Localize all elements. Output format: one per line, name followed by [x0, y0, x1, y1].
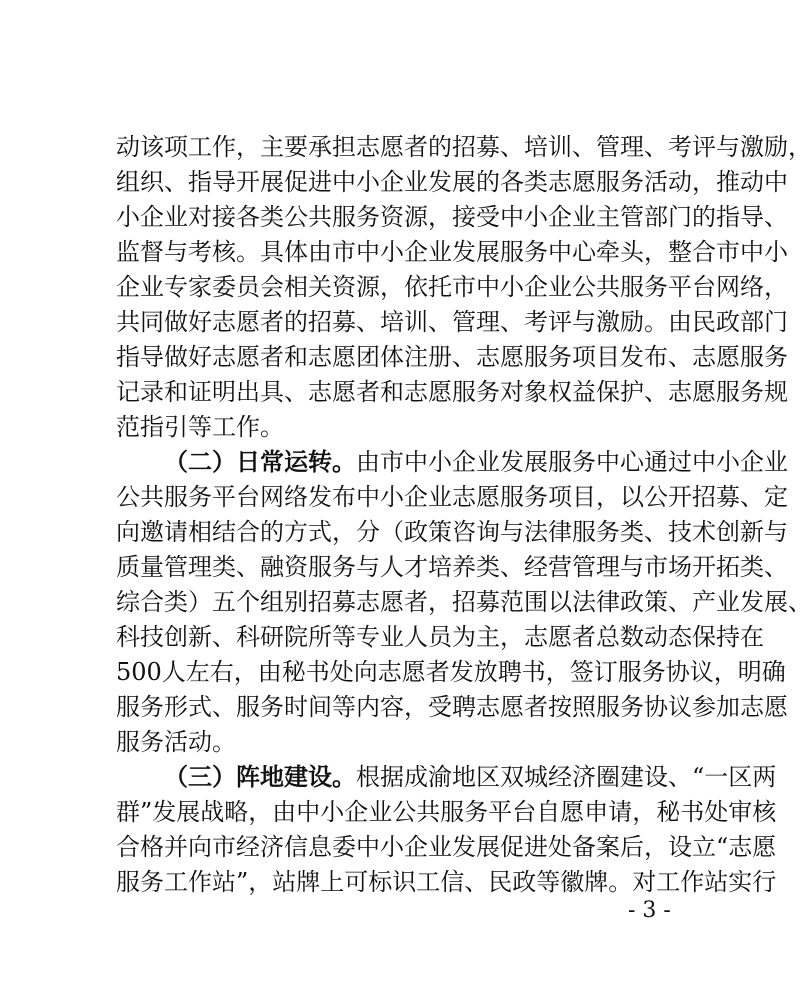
- section-2-line-1: 公共服务平台网络发布中小企业志愿服务项目，以公开招募、定: [116, 483, 788, 511]
- section-3-line-2: 合格并向市经济信息委中小企业发展促进处备案后，设立“志愿: [116, 833, 777, 861]
- section-2-heading: （二）日常运转。: [164, 448, 356, 476]
- section-2-first-line-text: 由市中小企业发展服务中心通过中小企业: [356, 448, 788, 476]
- body-line-7: 指导做好志愿者和志愿团体注册、志愿服务项目发布、志愿服务: [116, 343, 788, 371]
- body-line-8: 记录和证明出具、志愿者和志愿服务对象权益保护、志愿服务规: [116, 378, 788, 406]
- body-line-3: 小企业对接各类公共服务资源，接受中小企业主管部门的指导、: [116, 203, 788, 231]
- section-3-heading: （三）阵地建设。: [164, 763, 356, 791]
- body-line-2: 组织、指导开展促进中小企业发展的各类志愿服务活动，推动中: [116, 168, 788, 196]
- section-2-line-4: 综合类）五个组别招募志愿者，招募范围以法律政策、产业发展、: [116, 588, 812, 616]
- body-line-1: 动该项工作，主要承担志愿者的招募、培训、管理、考评与激励，: [116, 133, 812, 161]
- section-2-line-5: 科技创新、科研院所等专业人员为主，志愿者总数动态保持在: [116, 623, 764, 651]
- body-line-6: 共同做好志愿者的招募、培训、管理、考评与激励。由民政部门: [116, 308, 788, 336]
- section-3-first-line: [164, 760, 777, 794]
- section-2-line-6: 500人左右，由秘书处向志愿者发放聘书，签订服务协议，明确: [116, 658, 786, 686]
- section-2-line-8: 服务活动。: [116, 728, 236, 756]
- section-2-line-7: 服务形式、服务时间等内容，受聘志愿者按照服务协议参加志愿: [116, 693, 788, 721]
- section-2-line-2: 向邀请相结合的方式，分（政策咨询与法律服务类、技术创新与: [116, 518, 788, 546]
- page-number: - 3 -: [628, 898, 671, 923]
- section-3-line-1: 群”发展战略，由中小企业公共服务平台自愿申请，秘书处审核: [116, 798, 777, 826]
- section-3-first-line-text: 根据成渝地区双城经济圈建设、“一区两: [356, 763, 777, 791]
- body-line-5: 企业专家委员会相关资源，依托市中小企业公共服务平台网络，: [116, 273, 788, 301]
- section-2-first-line: [164, 445, 788, 479]
- section-2-line-3: 质量管理类、融资服务与人才培养类、经营管理与市场开拓类、: [116, 553, 788, 581]
- section-3-line-3: 服务工作站”，站牌上可标识工信、民政等徽牌。对工作站实行: [116, 868, 777, 896]
- body-line-4: 监督与考核。具体由市中小企业发展服务中心牵头，整合市中小: [116, 238, 788, 266]
- body-line-9: 范指引等工作。: [116, 413, 284, 441]
